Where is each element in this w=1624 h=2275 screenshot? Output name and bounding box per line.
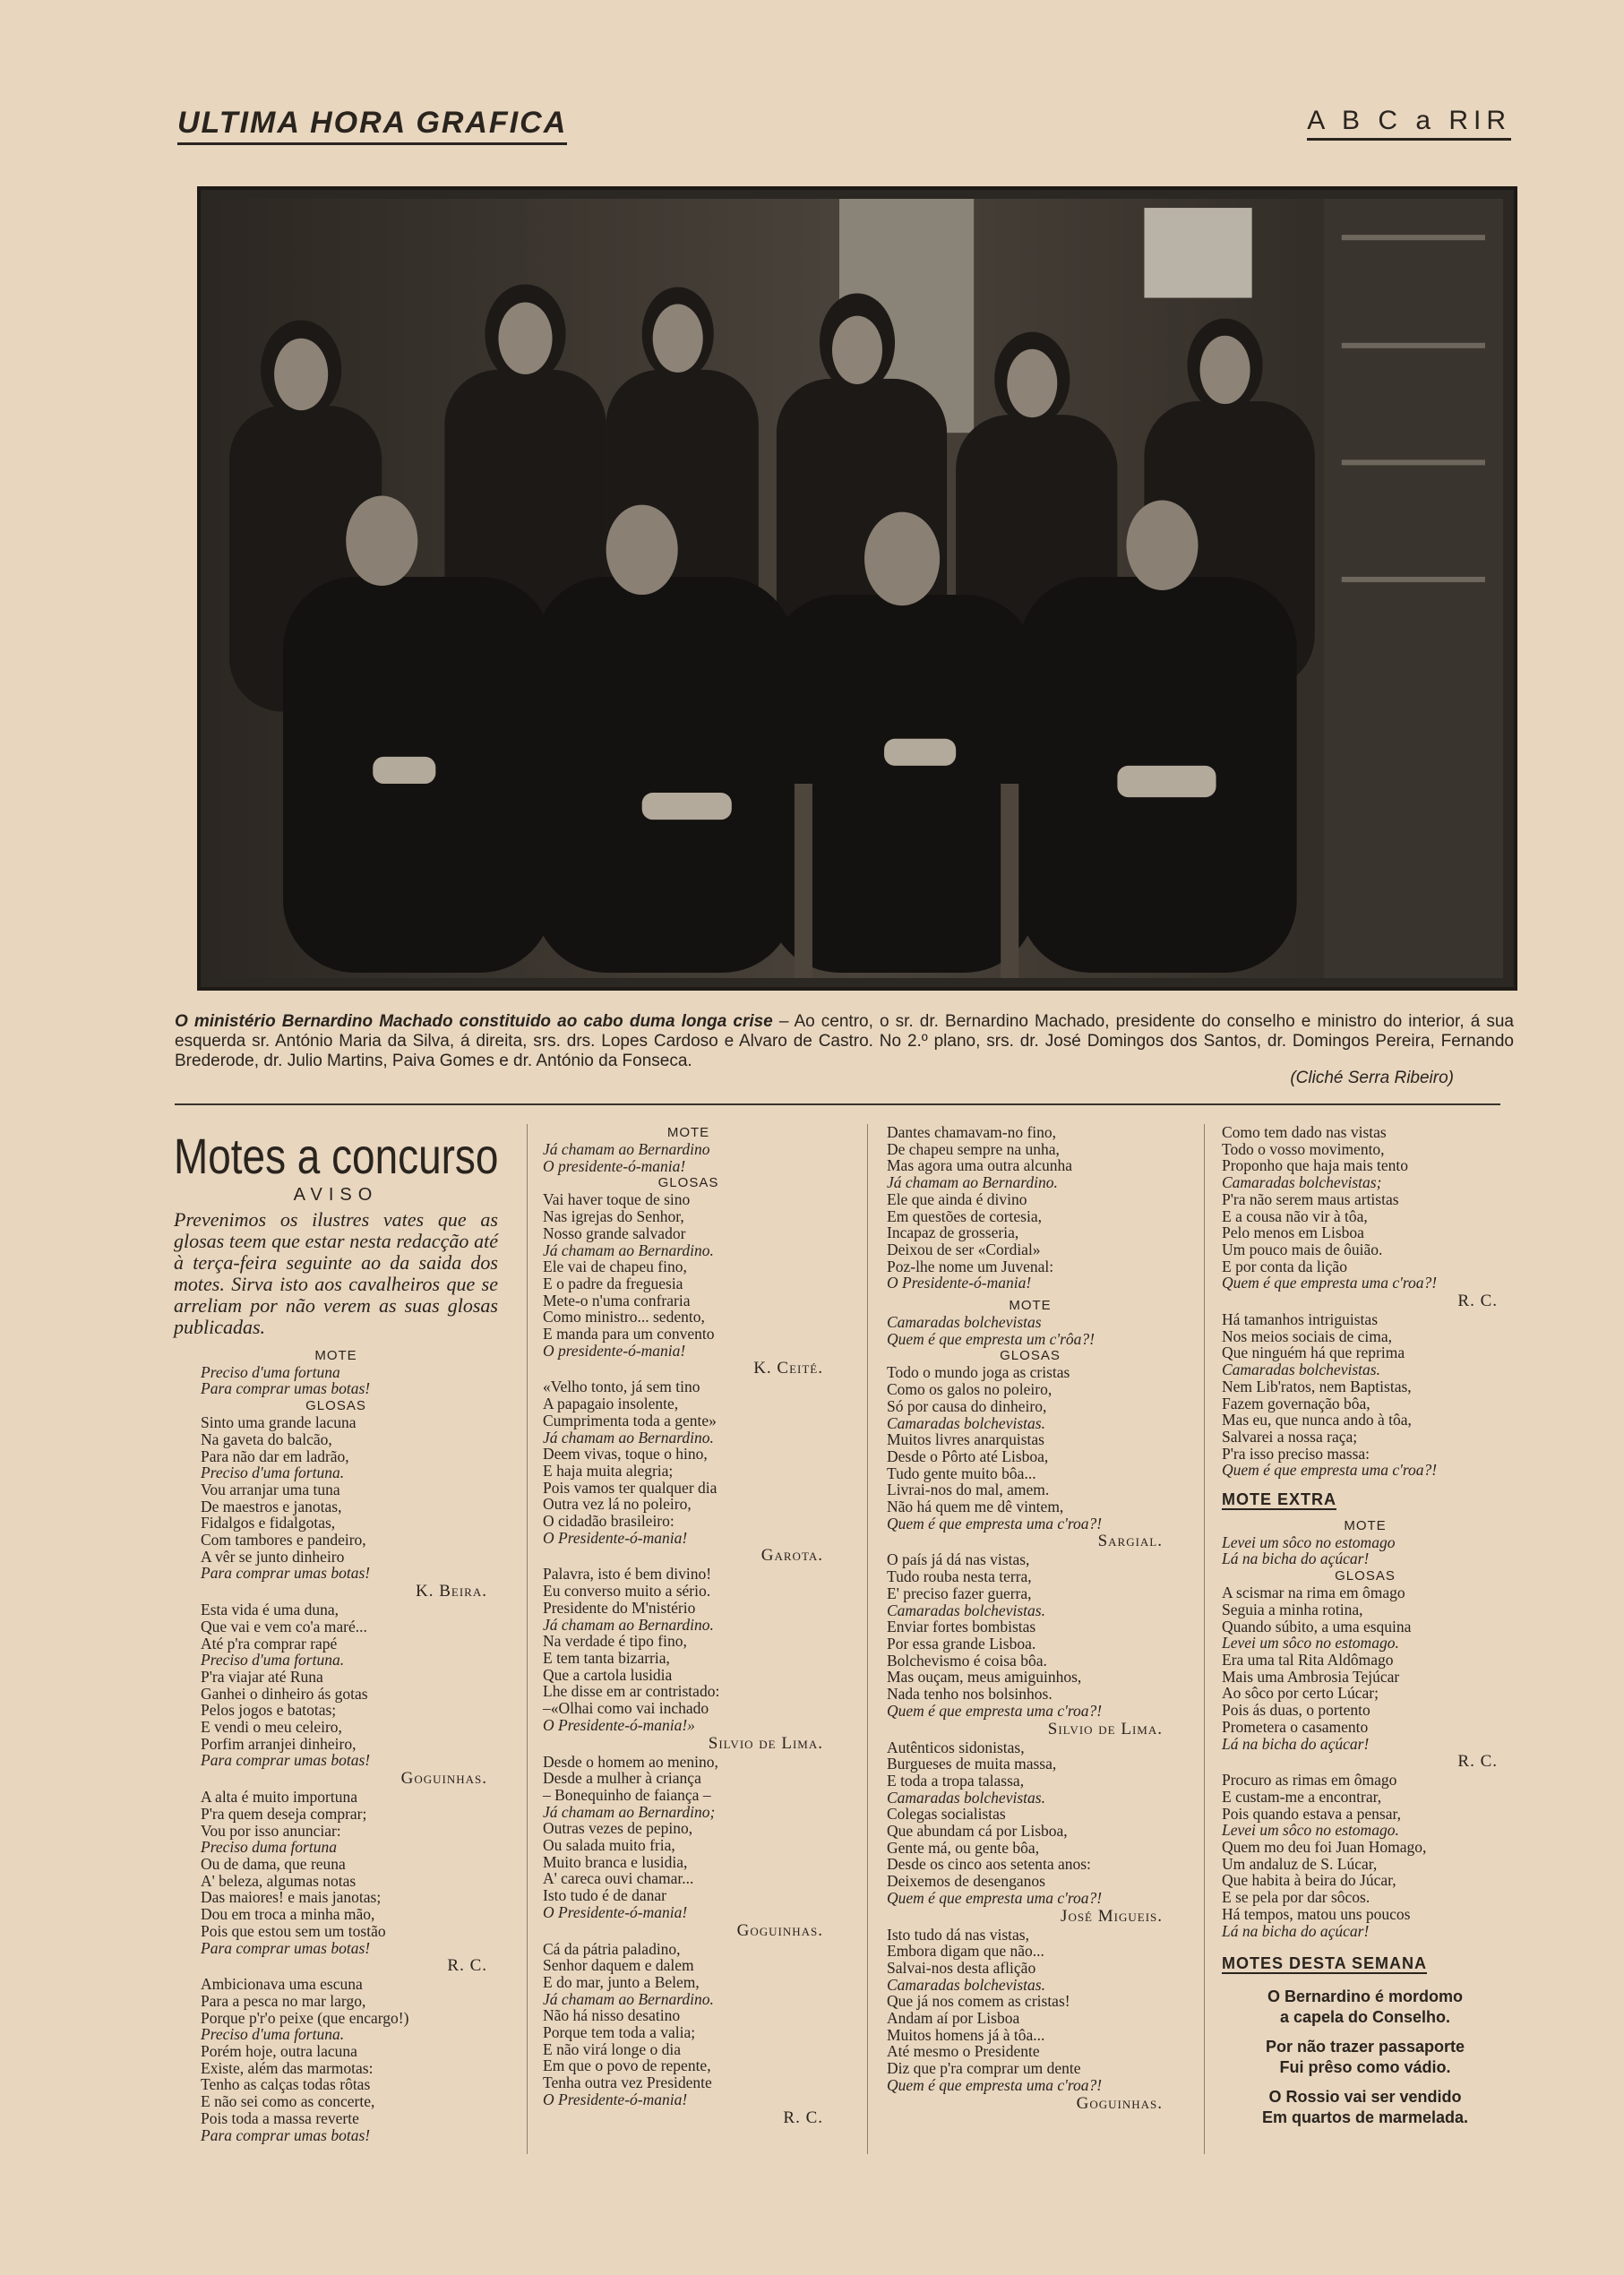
masthead-section-title: ULTIMA HORA GRAFICA	[177, 106, 567, 145]
mote-text: Camaradas bolchevistas Quem é que empresta um c'rôa?!	[887, 1313, 1095, 1348]
signature: R. C.	[783, 2108, 823, 2127]
group-photograph	[197, 186, 1517, 991]
glosa: Autênticos sidonistas, Burgueses de muita massa, E toda a tropa talassa, Camaradas bolchevistas. Colegas socialistas Que abundam cá por Lisboa, Gente má, ou gente bôa, Desde os cinco aos setenta anos: Deixemos de desenganos Quem é que empresta uma c'roa?!	[887, 1738, 1103, 1907]
mote-text: Já chamam ao Bernardino O presidente-ó-mania!	[543, 1140, 710, 1175]
glosa: «Velho tonto, já sem tino A papagaio insolente, Cumprimenta toda a gente» Já chamam ao Bernardino. Deem vivas, toque o hino, E haja muita alegria; Pois vamos ter qualquer dia Outra vez lá no poleiro, O cidadão brasileiro: O Presidente-ó-mania!	[543, 1378, 717, 1547]
signature: Goguinhas.	[400, 1769, 487, 1789]
mote-extra-heading: MOTE EXTRA	[1222, 1490, 1337, 1509]
mote-label: MOTE	[314, 1347, 357, 1363]
weekly-mote: O Rossio vai ser vendido Em quartos de marmelada.	[1261, 2087, 1469, 2126]
weekly-motes-heading: MOTES DESTA SEMANA	[1222, 1954, 1428, 1973]
caption-lead: O ministério Bernardino Machado constituido ao cabo duma longa crise	[175, 1012, 773, 1031]
signature: Goguinhas.	[736, 1920, 823, 1940]
glosa: Sinto uma grande lacuna Na gaveta do balcão, Para não dar em ladrão, Preciso d'uma fortuna. Vou arranjar uma tuna De maestros e janotas, Fidalgos e fidalgotas, Com tambores e pandeiro, A vêr se junto dinheiro Para comprar umas botas!	[201, 1413, 371, 1583]
masthead-publication-name: A B C a RIR	[1307, 106, 1511, 141]
glosa: Procuro as rimas em ômago E custam-me a encontrar, Pois quando estava a pensar, Levei um sôco no estomago. Quem mo deu foi Juan Homago, Um andaluz de S. Lúcar, Que habita à beira do Júcar, E se pela por dar sôcos. Há tempos, matou uns poucos Lá na bicha do açúcar!	[1222, 1771, 1427, 1940]
glosa: Cá da pátria paladino, Senhor daquem e dalem E do mar, junto a Belem, Já chamam ao Bernardino. Não há nisso desatino Porque tem toda a valia; E não virá longe o dia Em que o povo de repente, Tenha outra vez Presidente O Presidente-ó-mania!	[543, 1939, 714, 2108]
photo-credit: (Cliché Serra Ribeiro)	[1290, 1069, 1454, 1087]
glosa: A scismar na rima em ômago Seguia a minha rotina, Quando súbito, a uma esquina Levei um sôco no estomago. Era uma tal Rita Aldômago Mais uma Ambrosia Tejúcar Ao sôco por certo Lúcar; Pois ás duas, o portento Prometera o casamento Lá na bicha do açúcar!	[1222, 1584, 1412, 1753]
weekly-mote: O Bernardino é mordomo a capela do Conselho.	[1267, 1987, 1464, 2026]
column-2	[543, 1124, 834, 2128]
column-rule	[1204, 1124, 1205, 2154]
mote-text: Preciso d'uma fortuna Para comprar umas botas!	[201, 1362, 371, 1398]
signature: Silvio de Lima.	[708, 1733, 823, 1753]
section-title: Motes a concurso	[174, 1128, 499, 1184]
glosa: Isto tudo dá nas vistas, Embora digam que não... Salvai-nos desta aflição Camaradas bolchevistas. Que já nos comem as cristas! Andam aí por Lisboa Muitos homens já à tôa... Até mesmo o Presidente Diz que p'ra comprar um dente Quem é que empresta uma c'roa?!	[887, 1925, 1103, 2094]
caption-text: – Ao centro, o sr. dr. Bernardino Machado, presidente do conselho e ministro do interior, á sua esquerda sr. António Maria da Silva, á direita, srs. drs. Lopes Cardoso e Alvaro de Castro. No 2.º plano, srs. dr. José Domingos dos Santos, dr. Domingos Pereira, Fernando Brederode, dr. Julio Martins, Paiva Gomes e dr. António da Fonseca.	[175, 1012, 1515, 1070]
signature: Goguinhas.	[1076, 2093, 1163, 2113]
column-3	[887, 1124, 1173, 2114]
photo-illustration	[211, 199, 1503, 978]
signature: K. Beira.	[416, 1582, 487, 1601]
glosa: Dantes chamavam-no fino, De chapeu sempre na unha, Mas agora uma outra alcunha Já chamam ao Bernardino. Ele que ainda é divino Em questões de cortesia, Incapaz de grosseria, Deixou de ser «Cordial» Poz-lhe nome um Juvenal: O Presidente-ó-mania!	[887, 1123, 1073, 1292]
glosas-label: GLOSAS	[1000, 1348, 1061, 1364]
glosas-label: GLOSAS	[305, 1398, 366, 1414]
glosa: Palavra, isto é bem divino! Eu converso muito a sério. Presidente do M'nistério Já chamam ao Bernardino. Na verdade é tipo fino, E tem tanta bizarria, Que a cartola lusidia Lhe disse em ar contristado: –«Olhai como vai inchado O Presidente-ó-mania!»	[543, 1565, 720, 1734]
glosa: O país já dá nas vistas, Tudo rouba nesta terra, E' preciso fazer guerra, Camaradas bolchevistas. Enviar fortes bombistas Por essa grande Lisboa. Bolchevismo é coisa bôa. Mas ouçam, meus amiguinhos, Nada tenho nos bolsinhos. Quem é que empresta uma c'roa?!	[887, 1550, 1103, 1720]
signature: Garota.	[760, 1546, 823, 1566]
signature: R. C.	[447, 1956, 487, 1976]
glosas-label: GLOSAS	[1335, 1568, 1396, 1584]
photo-caption	[175, 1012, 1514, 1071]
notice-heading: AVISO	[293, 1185, 379, 1205]
glosa: Esta vida é uma duna, Que vai e vem co'a maré... Até p'ra comprar rapé Preciso d'uma fortuna. P'ra viajar até Runa Ganhei o dinheiro ás gotas Pelos jogos e batotas; E vendi o meu celeiro, Porfim arranjei dinheiro, Para comprar umas botas!	[201, 1601, 371, 1770]
glosa: A alta é muito importuna P'ra quem deseja comprar; Vou por isso anunciar: Preciso duma fortuna Ou de dama, que reuna A' beleza, algumas notas Das maiores! e mais janotas; Dou em troca a minha mão, Pois que estou sem um tostão Para comprar umas botas!	[201, 1788, 386, 1957]
mote-text: Levei um sôco no estomago Lá na bicha do açúcar!	[1222, 1532, 1396, 1568]
column-rule	[527, 1124, 528, 2154]
separator-rule	[175, 1103, 1500, 1105]
glosa: Há tamanhos intriguistas Nos meios sociais de cima, Que ninguém há que reprima Camaradas bolchevistas. Nem Lib'ratos, nem Baptistas, Fazem governação bôa, Mas eu, que nunca ando à tôa, Salvarei a nossa raça; P'ra isso preciso massa: Quem é que empresta uma c'roa?!	[1222, 1310, 1438, 1480]
glosa: Ambicionava uma escuna Para a pesca no mar largo, Porque p'r'o peixe (que encargo!) Preciso d'uma fortuna. Porém hoje, outra lacuna Existe, além das marmotas: Tenho as calças todas rôtas E não sei como as concerte, Pois toda a massa reverte Para comprar umas botas!	[201, 1975, 409, 2144]
signature: K. Ceité.	[753, 1359, 823, 1378]
column-4	[1222, 1124, 1508, 2137]
column-1	[174, 1124, 498, 2143]
signature: Sargial.	[1097, 1532, 1163, 1551]
glosa: Como tem dado nas vistas Todo o vosso movimento, Proponho que haja mais tento Camaradas bolchevistas; P'ra não serem maus artistas E a cousa não vir à tôa, Pelo menos em Lisboa Um pouco mais de ôuião. E por conta da lição Quem é que empresta uma c'roa?!	[1222, 1123, 1438, 1292]
glosa: Vai haver toque de sino Nas igrejas do Senhor, Nosso grande salvador Já chamam ao Bernardino. Ele vai de chapeu fino, E o padre da freguesia Mete-o n'uma confraria Como ministro... sedento, E manda para um convento O presidente-ó-mania!	[543, 1190, 715, 1360]
glosa: Todo o mundo joga as cristas Como os galos no poleiro, Só por causa do dinheiro, Camaradas bolchevistas. Muitos livres anarquistas Desde o Pôrto até Lisboa, Tudo gente muito bôa... Livrai-nos do mal, amem. Não há quem me dê vintem, Quem é que empresta uma c'roa?!	[887, 1363, 1103, 1532]
mote-label: MOTE	[1344, 1517, 1387, 1533]
mote-label: MOTE	[666, 1125, 710, 1140]
glosas-label: GLOSAS	[657, 1175, 719, 1191]
glosa: Desde o homem ao menino, Desde a mulher à criança – Bonequinho de faiança – Já chamam ao Bernardino; Outras vezes de pepino, Ou salada muito fria, Muito branca e lusidia, A' careca ouvi chamar... Isto tudo é de danar O Presidente-ó-mania!	[543, 1752, 718, 1921]
mote-label: MOTE	[1009, 1298, 1052, 1314]
column-rule	[867, 1124, 868, 2154]
signature: Silvio de Lima.	[1047, 1719, 1163, 1738]
weekly-mote: Por não trazer passaporte Fui prêso como vádio.	[1265, 2037, 1465, 2076]
signature: José Migueis.	[1061, 1906, 1163, 1926]
signature: R. C.	[1457, 1292, 1498, 1311]
notice-text: Prevenimos os ilustres vates que as glosas teem que estar nesta redacção até à terça-feira seguinte ao da saida dos motes. Sirva isto aos cavalheiros que se arreliam por não verem as suas glosas publicadas.	[174, 1207, 498, 1338]
signature: R. C.	[1457, 1752, 1498, 1772]
